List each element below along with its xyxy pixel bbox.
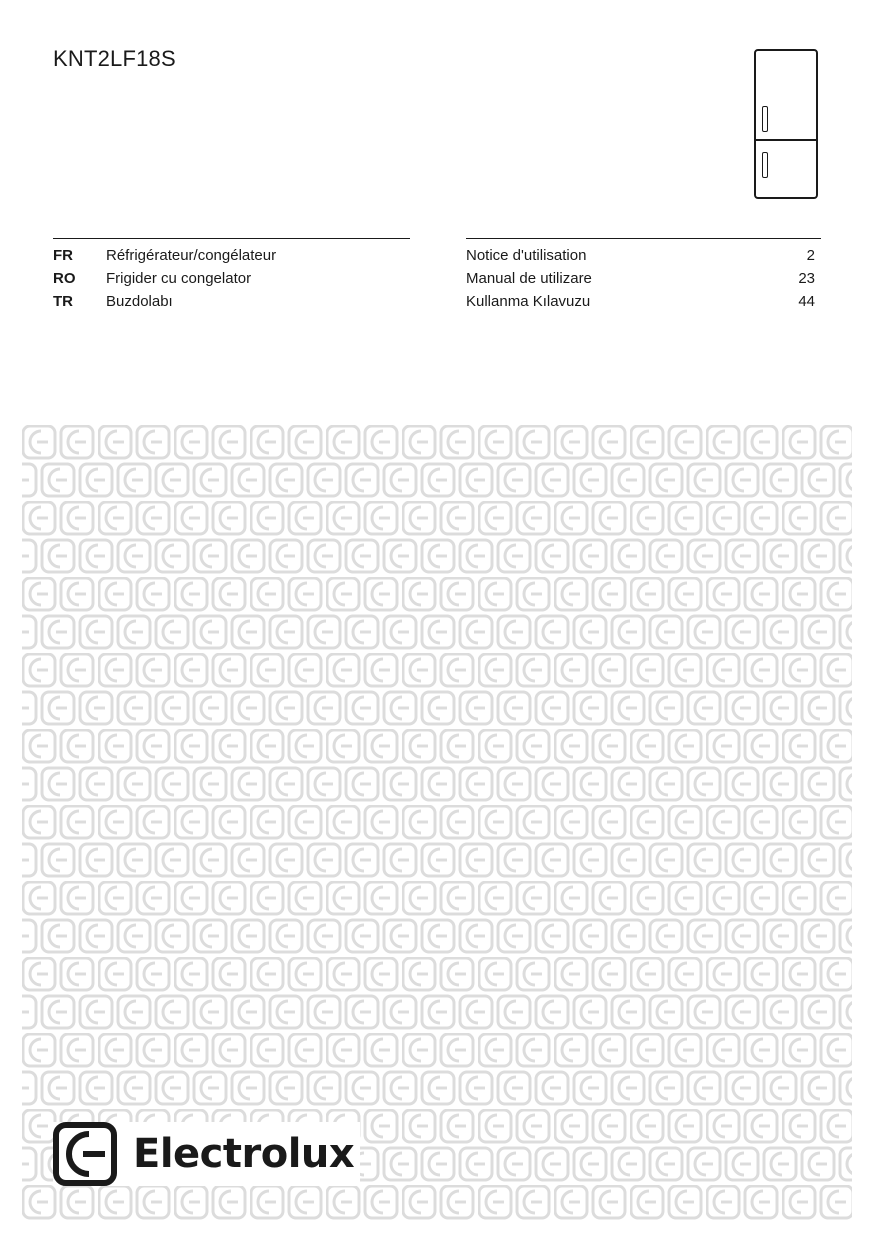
product-name: Buzdolabı xyxy=(106,293,173,310)
language-code: FR xyxy=(53,247,73,264)
fridge-freezer-icon xyxy=(754,49,818,199)
divider-right xyxy=(466,238,821,239)
toc-entry-tr[interactable] xyxy=(466,293,815,315)
product-name: Frigider cu congelator xyxy=(106,270,252,287)
freezer-handle-icon xyxy=(762,152,768,178)
product-name: Réfrigérateur/congélateur xyxy=(106,247,277,264)
page-number: 23 xyxy=(798,270,815,287)
manual-title: Manual de utilizare xyxy=(466,270,592,287)
brand-pattern-background xyxy=(22,425,852,1220)
divider-left xyxy=(53,238,410,239)
toc-entry-fr[interactable] xyxy=(466,247,815,269)
manual-title: Kullanma Kılavuzu xyxy=(466,293,591,310)
manual-title: Notice d'utilisation xyxy=(466,247,587,264)
page-number: 44 xyxy=(798,293,815,310)
fridge-handle-icon xyxy=(762,106,768,132)
language-code: TR xyxy=(53,293,73,310)
electrolux-logo-icon xyxy=(53,1122,117,1186)
electrolux-logo xyxy=(53,1122,360,1186)
language-code: RO xyxy=(53,270,76,287)
door-divider xyxy=(756,139,816,141)
page-number: 2 xyxy=(806,247,815,264)
toc-entry-ro[interactable] xyxy=(466,270,815,292)
model-number: KNT2LF18S xyxy=(53,46,176,71)
brand-name: Electrolux xyxy=(133,1131,355,1177)
